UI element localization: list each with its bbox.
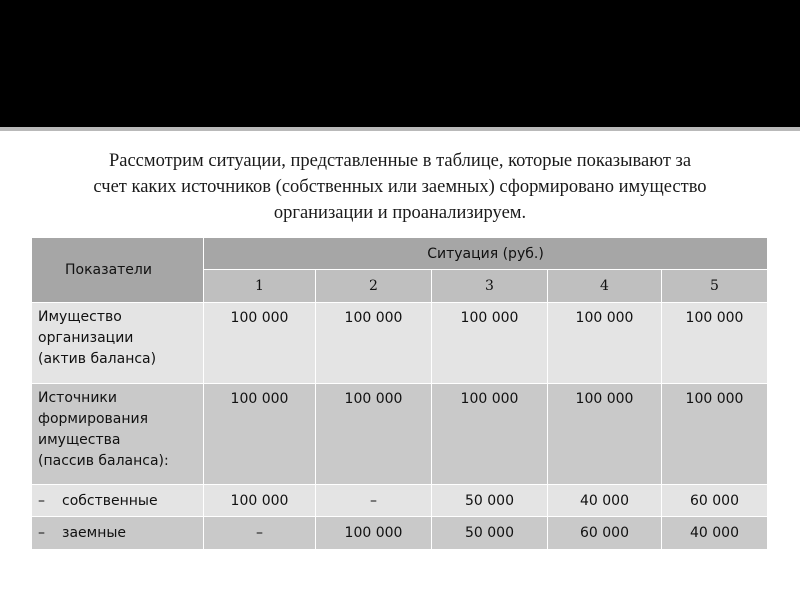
borrowed-value-1: –: [204, 517, 316, 550]
own-value-1: 100 000: [204, 485, 316, 517]
own-value-2: –: [316, 485, 432, 517]
borrowed-label-text: заемные: [62, 525, 127, 541]
own-value-4: 40 000: [548, 485, 662, 517]
table-row-sources: [32, 384, 768, 485]
sources-label-line-2: формирования: [38, 411, 149, 427]
assets-label: [32, 303, 204, 384]
situation-4-header: 4: [548, 270, 662, 303]
table-header-row: [32, 238, 768, 270]
indicator-header: Показатели: [32, 238, 204, 303]
borrowed-value-5: 40 000: [662, 517, 768, 550]
sources-label: [32, 384, 204, 485]
situation-header: Ситуация (руб.): [204, 238, 768, 270]
header-banner: [0, 0, 800, 127]
sources-value-2: 100 000: [316, 384, 432, 485]
borrowed-value-3: 50 000: [432, 517, 548, 550]
situation-5-header: 5: [662, 270, 768, 303]
table-row-borrowed: [32, 517, 768, 550]
own-value-5: 60 000: [662, 485, 768, 517]
situation-1-header: 1: [204, 270, 316, 303]
assets-value-1: 100 000: [204, 303, 316, 384]
borrowed-value-4: 60 000: [548, 517, 662, 550]
sources-value-5: 100 000: [662, 384, 768, 485]
borrowed-value-2: 100 000: [316, 517, 432, 550]
assets-label-line-1: Имущество: [38, 309, 122, 325]
table-row-assets: [32, 303, 768, 384]
assets-value-4: 100 000: [548, 303, 662, 384]
intro-text: [30, 148, 770, 226]
sources-value-1: 100 000: [204, 384, 316, 485]
sources-label-line-4: (пассив баланса):: [38, 453, 169, 469]
situations-table: [31, 237, 768, 550]
situation-3-header: 3: [432, 270, 548, 303]
table-row-own: [32, 485, 768, 517]
own-dash: –: [38, 492, 45, 509]
assets-label-line-3: (актив баланса): [38, 351, 157, 367]
assets-value-3: 100 000: [432, 303, 548, 384]
sources-value-3: 100 000: [432, 384, 548, 485]
borrowed-dash: –: [38, 525, 45, 541]
intro-line-1: Рассмотрим ситуации, представленные в таблице, которые показывают за: [108, 151, 692, 171]
intro-line-3: организации и проанализируем.: [273, 203, 527, 223]
intro-line-2: счет каких источников (собственных или заемных) сформировано имущество: [93, 177, 707, 197]
sources-label-line-3: имущества: [38, 432, 121, 448]
borrowed-label: [32, 517, 204, 550]
own-value-3: 50 000: [432, 485, 548, 517]
sources-value-4: 100 000: [548, 384, 662, 485]
assets-value-2: 100 000: [316, 303, 432, 384]
header-divider: [0, 127, 800, 131]
own-label: [32, 485, 204, 517]
assets-label-line-2: организации: [38, 330, 134, 346]
situation-2-header: 2: [316, 270, 432, 303]
own-label-text: собственные: [62, 492, 158, 509]
assets-value-5: 100 000: [662, 303, 768, 384]
sources-label-line-1: Источники: [38, 390, 117, 406]
